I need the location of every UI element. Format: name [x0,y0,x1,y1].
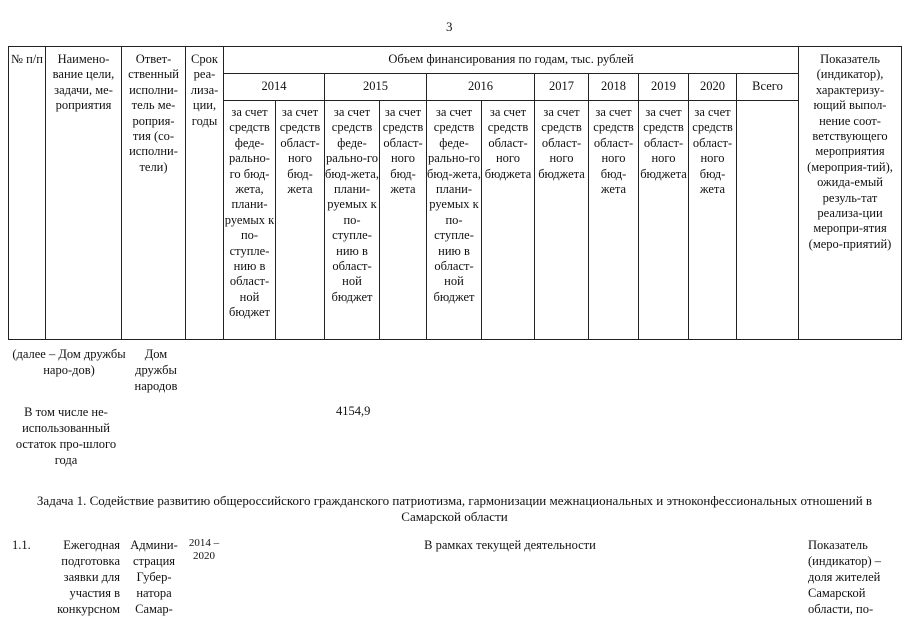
year-2019: 2019 [639,74,689,101]
sub-2017-regional: за счет средств област-ного бюджета [535,101,589,340]
year-2016: 2016 [427,74,535,101]
sub-2016-regional: за счет средств област-ного бюджета [482,101,535,340]
year-total: Всего [737,74,799,101]
row-1-1-responsible: Админи-страция Губер-натора Самар- [130,538,178,616]
row-1-1-num: 1.1. [12,538,31,552]
sub-2020-regional: за счет средств област-ного бюд-жета [689,101,737,340]
row-1-1-name: Ежегодная подготовка заявки для участия в конкурсном [57,538,120,616]
row-1-1-term: 2014 – 2020 [188,537,220,562]
header-num: № п/п [9,47,46,340]
sub-total [737,101,799,340]
sub-2015-regional: за счет средств област-ного бюд-жета [380,101,427,340]
sub-2015-federal: за счет средств феде-рально-го бюд-жета, плани-руемых к по-ступле-нию в област-ной бюджет [325,101,380,340]
sub-2019-regional: за счет средств област-ного бюджета [639,101,689,340]
header-name: Наимено-вание цели, задачи, ме-роприятия [46,47,122,340]
task-title: Задача 1. Содействие развитию общероссийского гражданского патриотизма, гармонизации межнациональных и этноконфессиональных отношений в Самарской области [36,493,873,524]
header-term: Срок реа-лиза-ции, годы [186,47,224,340]
row-1-1-indicator: Показатель (индикатор) – доля жителей Самарской области, по- [808,538,882,616]
sub-2014-regional: за счет средств област-ного бюд-жета [276,101,325,340]
header-responsible: Ответ-ственный исполни-тель ме-роприя-тия (со-исполни-тели) [122,47,186,340]
sub-2018-regional: за счет средств област-ного бюд-жета [589,101,639,340]
financing-table-header [8,46,902,340]
row-prev-name: (далее – Дом дружбы наро-дов) [12,347,126,377]
header-indicator: Показатель (индикатор), характеризу-ющий выпол-нение соот-ветствующего мероприятия (мероприя-тий), ожида-емый резуль-тат реализа-ции меропри-ятия (меро-приятий) [799,47,902,340]
row-prev-responsible: Дом дружбы народов [134,347,178,393]
header-financing: Объем финансирования по годам, тыс. рублей [224,47,799,74]
year-2017: 2017 [535,74,589,101]
year-2018: 2018 [589,74,639,101]
sub-2014-federal: за счет средств феде-рально-го бюд-жета, плани-руемых к по-ступле-нию в област-ной бюджет [224,101,276,340]
row-remainder-name: В том числе не-использованный остаток про-шлого года [15,405,117,467]
year-2014: 2014 [224,74,325,101]
page-number: 3 [446,19,453,34]
row-1-1-financing: В рамках текущей деятельности [424,538,596,552]
year-2020: 2020 [689,74,737,101]
row-remainder-value: 4154,9 [336,404,371,418]
year-2015: 2015 [325,74,427,101]
sub-2016-federal: за счет средств феде-рально-го бюд-жета, плани-руемых к по-ступле-нию в област-ной бюджет [427,101,482,340]
